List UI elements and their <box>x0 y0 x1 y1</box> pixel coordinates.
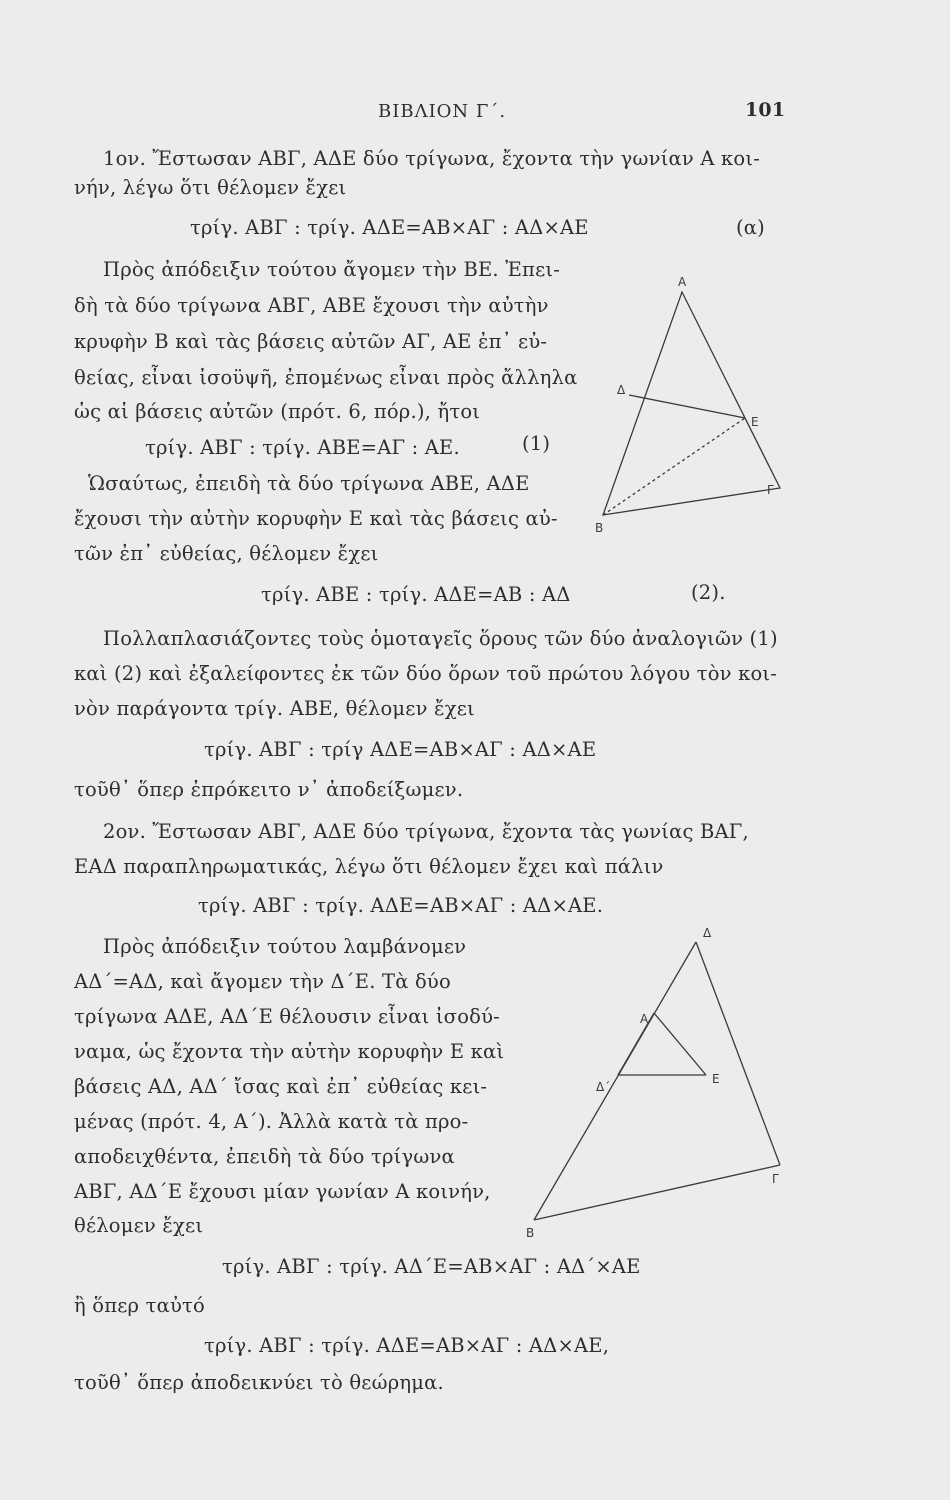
label-e: Ε <box>712 1072 720 1086</box>
text-line-l30: θέλομεν ἔχει <box>74 1214 204 1237</box>
text-line-l8: ὡς αἱ βάσεις αὐτῶν (πρότ. 6, πόρ.), ἤτοι <box>74 400 481 423</box>
text-line-l10: Ὡσαύτως, ἐπειδὴ τὰ δύο τρίγωνα ΑΒΕ, ΑΔΕ <box>88 472 530 495</box>
label-b: Β <box>595 521 604 535</box>
text-line-l16: νὸν παράγοντα τρίγ. ΑΒΕ, θέλομεν ἔχει <box>74 697 475 720</box>
text-line-l20: ΕΑΔ παραπληρωματικάς, λέγω ὅτι θέλομεν ἔχει καὶ πάλιν <box>74 855 664 878</box>
page-number: 101 <box>745 99 786 121</box>
text-line-l7: θείας, εἶναι ἰσοϋψῆ, ἐπομένως εἶναι πρὸς ἄλληλα <box>74 366 578 389</box>
label-b: Β <box>526 1226 535 1240</box>
line-d-b <box>534 942 696 1220</box>
label-d-prime: Δ΄ <box>596 1080 611 1094</box>
segment-be <box>603 418 745 515</box>
text-line-l15: καὶ (2) καὶ ἐξαλείφοντες ἐκ τῶν δύο ὅρων τοῦ πρώτου λόγου τὸν κοι- <box>74 662 778 685</box>
text-line-l23: ΑΔ΄=ΑΔ, καὶ ἄγομεν τὴν Δ΄Ε. Τὰ δύο <box>74 970 451 993</box>
label-a: Α <box>678 275 687 289</box>
line-d-g <box>696 942 780 1165</box>
label-d: Δ <box>703 926 712 940</box>
text-line-l27: μένας (πρότ. 4, Α΄). Ἀλλὰ κατὰ τὰ προ- <box>74 1110 469 1133</box>
text-line-l19: 2ον. Ἔστωσαν ΑΒΓ, ΑΔΕ δύο τρίγωνα, ἔχοντα τὰς γωνίας ΒΑΓ, <box>103 820 749 843</box>
text-line-l34: τοῦθ᾽ ὅπερ ἀποδεικνύει τὸ θεώρημα. <box>74 1371 444 1394</box>
label-a: Α <box>640 1012 649 1026</box>
segment-de <box>629 395 745 418</box>
text-line-l11: ἔχουσι τὴν αὐτὴν κορυφὴν Ε καὶ τὰς βάσεις αὐ- <box>74 507 558 530</box>
label-g: Γ <box>767 483 774 497</box>
text-line-l21: τρίγ. ΑΒΓ : τρίγ. ΑΔΕ=ΑΒ×ΑΓ : ΑΔ×ΑΕ. <box>198 894 604 917</box>
figure-triangle-1 <box>585 270 800 540</box>
text-line-l4: Πρὸς ἀπόδειξιν τούτου ἄγομεν τὴν ΒΕ. Ἐπει- <box>103 258 561 281</box>
text-line-l24: τρίγωνα ΑΔΕ, ΑΔ΄Ε θέλουσιν εἶναι ἰσοδύ- <box>74 1005 500 1028</box>
label-e: Ε <box>751 415 759 429</box>
text-line-l9b: (1) <box>522 432 551 455</box>
figure-triangle-2 <box>520 925 800 1245</box>
running-header: ΒΙΒΛΙΟΝ Γ΄. <box>378 101 507 122</box>
text-line-l17: τρίγ. ΑΒΓ : τρίγ ΑΔΕ=ΑΒ×ΑΓ : ΑΔ×ΑΕ <box>204 738 597 761</box>
segment-a-e <box>654 1013 706 1075</box>
text-line-l9: τρίγ. ΑΒΓ : τρίγ. ΑΒΕ=ΑΓ : ΑΕ. <box>145 436 460 459</box>
text-line-l3b: (α) <box>736 216 765 239</box>
text-line-l31: τρίγ. ΑΒΓ : τρίγ. ΑΔ΄Ε=ΑΒ×ΑΓ : ΑΔ΄×ΑΕ <box>222 1255 641 1278</box>
text-line-l22: Πρὸς ἀπόδειξιν τούτου λαμβάνομεν <box>103 935 467 958</box>
text-line-l32: ἢ ὅπερ ταὐτό <box>74 1294 205 1317</box>
text-line-l13b: (2). <box>691 581 726 604</box>
segment-bg <box>534 1165 780 1220</box>
text-line-l33: τρίγ. ΑΒΓ : τρίγ. ΑΔΕ=ΑΒ×ΑΓ : ΑΔ×ΑΕ, <box>204 1334 610 1357</box>
text-line-l6: κρυφὴν Β καὶ τὰς βάσεις αὐτῶν ΑΓ, ΑΕ ἐπ᾽ εὐ- <box>74 330 548 353</box>
text-line-l1: 1ον. Ἔστωσαν ΑΒΓ, ΑΔΕ δύο τρίγωνα, ἔχοντα τὴν γωνίαν Α κοι- <box>103 147 761 170</box>
text-line-l14: Πολλαπλασιάζοντες τοὺς ὁμοταγεῖς ὅρους τῶν δύο ἀναλογιῶν (1) <box>103 627 778 650</box>
segment-a-d-prime <box>618 1013 654 1075</box>
text-line-l2: νήν, λέγω ὅτι θέλομεν ἔχει <box>74 176 347 199</box>
text-line-l29: ΑΒΓ, ΑΔ΄Ε ἔχουσι μίαν γωνίαν Α κοινήν, <box>74 1180 491 1203</box>
text-line-l26: βάσεις ΑΔ, ΑΔ΄ ἴσας καὶ ἐπ᾽ εὐθείας κει- <box>74 1075 488 1098</box>
label-d: Δ <box>617 383 626 397</box>
triangle-abg <box>603 292 780 515</box>
text-line-l12: τῶν ἐπ᾽ εὐθείας, θέλομεν ἔχει <box>74 542 379 565</box>
text-line-l28: αποδειχθέντα, ἐπειδὴ τὰ δύο τρίγωνα <box>74 1145 455 1168</box>
text-line-l25: ναμα, ὡς ἔχοντα τὴν αὐτὴν κορυφὴν Ε καὶ <box>74 1040 505 1063</box>
text-line-l18: τοῦθ᾽ ὅπερ ἐπρόκειτο ν᾽ ἀποδείξωμεν. <box>74 778 464 801</box>
text-line-l5: δὴ τὰ δύο τρίγωνα ΑΒΓ, ΑΒΕ ἔχουσι τὴν αὐτὴν <box>74 294 549 317</box>
label-g: Γ <box>772 1172 779 1186</box>
text-line-l13: τρίγ. ΑΒΕ : τρίγ. ΑΔΕ=ΑΒ : ΑΔ <box>261 583 571 606</box>
text-line-l3: τρίγ. ΑΒΓ : τρίγ. ΑΔΕ=ΑΒ×ΑΓ : ΑΔ×ΑΕ <box>190 216 589 239</box>
